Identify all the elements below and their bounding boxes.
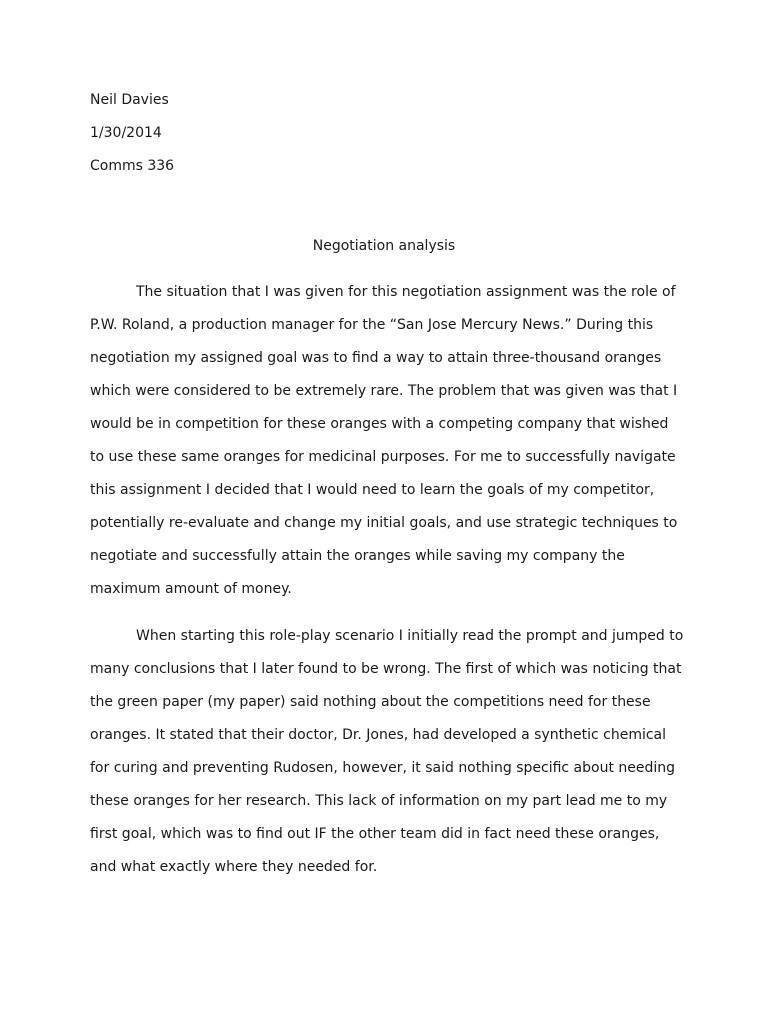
paragraph-line: many conclusions that I later found to be wrong. The first of which was noticing that — [90, 661, 682, 677]
paragraph-line: the green paper (my paper) said nothing about the competitions need for these — [90, 694, 651, 710]
paragraph-line: negotiation my assigned goal was to find a way to attain three-thousand oranges — [90, 350, 662, 366]
document-title: Negotiation analysis — [312, 238, 456, 254]
author-name: Neil Davies — [90, 92, 169, 108]
paragraph-line: first goal, which was to find out IF the other team did in fact need these oranges, — [90, 826, 660, 842]
document-date: 1/30/2014 — [90, 125, 162, 141]
paragraph-line: which were considered to be extremely rare. The problem that was given was that I — [90, 383, 678, 399]
paragraph-line: The situation that I was given for this negotiation assignment was the role of — [136, 284, 676, 300]
paragraph-line: When starting this role-play scenario I initially read the prompt and jumped to — [136, 628, 684, 644]
paragraph-line: negotiate and successfully attain the oranges while saving my company the — [90, 548, 625, 564]
paragraph-line: to use these same oranges for medicinal purposes. For me to successfully navigate — [90, 449, 676, 465]
course-name: Comms 336 — [90, 158, 175, 174]
paragraph-line: maximum amount of money. — [90, 581, 292, 597]
paragraph-line: P.W. Roland, a production manager for the “San Jose Mercury News.” During this — [90, 317, 654, 333]
paragraph-line: and what exactly where they needed for. — [90, 859, 378, 875]
paragraph-line: oranges. It stated that their doctor, Dr. Jones, had developed a synthetic chemical — [90, 727, 667, 743]
paragraph-line: for curing and preventing Rudosen, however, it said nothing specific about needing — [90, 760, 676, 776]
paragraph-line: this assignment I decided that I would need to learn the goals of my competitor, — [90, 482, 655, 498]
paragraph-line: these oranges for her research. This lack of information on my part lead me to my — [90, 793, 668, 809]
paragraph-line: would be in competition for these oranges with a competing company that wished — [90, 416, 669, 432]
paragraph-line: potentially re-evaluate and change my initial goals, and use strategic techniques to — [90, 515, 678, 531]
